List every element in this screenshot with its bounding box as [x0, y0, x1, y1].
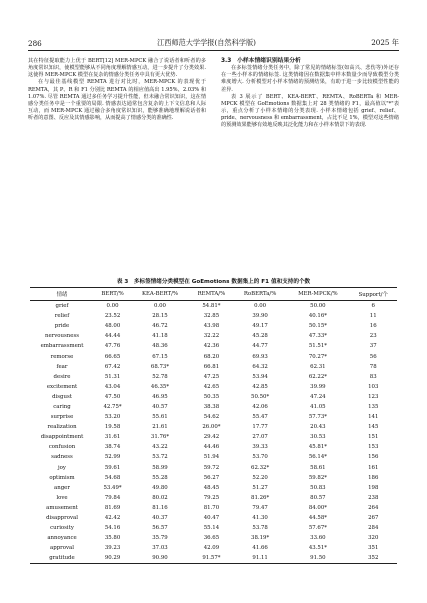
cell-support: 161 — [368, 464, 379, 471]
table-header-row — [30, 288, 397, 301]
cell-roberta: 62.32* — [251, 464, 270, 471]
cell-mer-mpck: 39.99 — [310, 383, 326, 390]
cell-remta: 40.47 — [203, 515, 220, 522]
cell-bert: 38.74 — [104, 444, 121, 451]
cell-kea-bert: 46.72 — [152, 323, 168, 330]
cell-mer-mpck: 47.33* — [308, 333, 327, 340]
cell-mer-mpck: 33.60 — [310, 535, 326, 542]
cell-bert: 19.58 — [104, 424, 121, 431]
cell-bert: 90.29 — [94, 553, 131, 564]
cell-roberta: 81.26* — [251, 494, 270, 501]
cell-bert: 23.52 — [104, 313, 121, 320]
results-table — [30, 287, 397, 564]
cell-remta: 42.09 — [203, 545, 220, 552]
cell-roberta: 91.11 — [234, 553, 286, 564]
cell-kea-bert: 37.03 — [152, 545, 168, 552]
cell-bert: 44.44 — [104, 333, 121, 340]
cell-mer-mpck: 62.31 — [310, 363, 326, 370]
cell-kea-bert: 90.90 — [131, 553, 189, 564]
left-paragraph-1: 其在特征提取能力上优于 BERT[12] MER-MPCK 融合了说话者和听者的多角度常识知识，使模型能够从不同角度理解情感互动，进一步提升了分类效果. 这使得 MER-MPCK 模型在复杂的情感分类任务中具有更大优势. — [28, 58, 206, 79]
table-row — [30, 392, 397, 402]
cell-bert: 79.84 — [104, 494, 121, 501]
cell-mer-mpck: 62.22* — [308, 373, 327, 380]
cell-kea-bert: 68.73* — [150, 363, 170, 370]
cell-roberta: 52.20 — [252, 474, 268, 481]
cell-emotion: nervousness — [45, 333, 79, 340]
cell-emotion: disgust — [52, 393, 72, 400]
cell-support: 16 — [369, 323, 377, 330]
cell-support: 198 — [368, 484, 379, 491]
header-remta: REMTA/% — [189, 288, 234, 301]
table-row — [30, 452, 397, 462]
header-bert: BERT/% — [94, 288, 131, 301]
table-row — [30, 372, 397, 382]
table-row — [30, 463, 397, 473]
table-body — [30, 301, 397, 564]
cell-mer-mpck: 40.16* — [308, 313, 327, 320]
cell-remta: 38.38 — [203, 403, 220, 410]
cell-mer-mpck: 51.51* — [308, 343, 327, 350]
cell-mer-mpck: 43.51* — [308, 545, 327, 552]
cell-kea-bert: 0.00 — [153, 303, 166, 310]
cell-emotion: disapproval — [46, 515, 78, 522]
cell-remta: 54.81* — [202, 303, 221, 310]
cell-emotion: excitement — [46, 383, 78, 390]
cell-mer-mpck: 30.53 — [310, 434, 326, 441]
cell-emotion: realization — [47, 424, 77, 431]
cell-support: 264 — [368, 504, 379, 511]
cell-remta: 66.81 — [203, 363, 220, 370]
cell-support: 352 — [349, 553, 397, 564]
cell-roberta: 39.33 — [252, 444, 268, 451]
cell-bert: 59.61 — [104, 464, 121, 471]
header-emotion: 情绪 — [30, 288, 94, 301]
table-row — [30, 553, 397, 564]
table-row — [30, 301, 397, 312]
cell-roberta: 64.32 — [252, 363, 268, 370]
cell-bert: 43.04 — [104, 383, 121, 390]
cell-bert: 54.16 — [104, 525, 121, 532]
section-title: 3.3 小样本情绪识别结果分析 — [221, 58, 301, 64]
table-row — [30, 432, 397, 442]
cell-support: 37 — [369, 343, 377, 350]
cell-bert: 42.75* — [103, 403, 122, 410]
cell-kea-bert: 58.99 — [152, 464, 168, 471]
header-roberta: RoBERTa/% — [234, 288, 286, 301]
cell-bert: 66.65 — [104, 353, 121, 360]
cell-emotion: amusement — [46, 504, 78, 511]
table-row — [30, 473, 397, 483]
cell-roberta: 44.77 — [252, 343, 268, 350]
cell-mer-mpck: 41.05 — [310, 403, 326, 410]
cell-emotion: disappointment — [40, 434, 84, 441]
cell-roberta: 42.85 — [252, 383, 268, 390]
cell-emotion: approval — [50, 545, 74, 552]
table-row — [30, 362, 397, 372]
cell-kea-bert: 31.76* — [150, 434, 170, 441]
left-column — [28, 58, 206, 122]
cell-remta: 47.25 — [203, 373, 220, 380]
cell-bert: 35.80 — [104, 535, 121, 542]
cell-remta: 91.57* — [189, 553, 234, 564]
cell-emotion: grief — [55, 303, 69, 310]
cell-remta: 50.35 — [203, 393, 220, 400]
cell-support: 78 — [369, 363, 377, 370]
cell-kea-bert: 55.28 — [152, 474, 168, 481]
header-rule — [28, 50, 399, 51]
cell-support: 83 — [369, 373, 377, 380]
cell-emotion: love — [56, 494, 68, 501]
left-paragraph-2: 在与最佳基线模型 REMTA 进行对比时，MER-MPCK 的表现优于 REMTA，其 P、R 和 F1 分别比 REMTA 的相应值高出 1.95%、2.03% 和 1.07%. 尽管 REMTA 通过多任务学习提升性能，但未融合常识知识，这在情感分类任务中是一个重要的局限. 情感表达通常包含复杂的上下文信息和人际互动，而 MER-MPCK 通过融合多角度常识知识，能够准确地理解说话者和听者的意图、反应及其情感影响，从而提高了情感分类的准确性. — [28, 79, 206, 122]
cell-mer-mpck: 70.27* — [308, 353, 327, 360]
cell-kea-bert: 49.80 — [152, 484, 168, 491]
running-header — [28, 36, 399, 48]
cell-emotion: anger — [54, 484, 70, 491]
cell-support: 351 — [368, 545, 379, 552]
cell-mer-mpck: 56.14* — [308, 454, 327, 461]
cell-roberta: 50.50* — [251, 393, 270, 400]
year: 2025 年 — [371, 38, 399, 47]
page-number: 286 — [28, 39, 42, 48]
header-kea-bert: KEA-BERT/% — [131, 288, 189, 301]
table-row — [30, 543, 397, 553]
cell-remta: 56.27 — [203, 474, 220, 481]
right-paragraph-2: 表 3 展示了 BERT、KEA-BERT、REMTA、RoBERTa 和 MER-MPCK 模型在 GoEmotions 数据集上对 28 类情绪的 F1，最高值以"*"表示，重点分析了小样本情绪的分类表现. 小样本情绪包括 grief、relief、pride、nervousness 和 embarrassment，占比不足 1%，模型对这些情绪的预测效果能够有效地反映其泛化能力和在小样本情景下的表现. — [221, 93, 399, 129]
cell-mer-mpck: 50.00 — [310, 303, 326, 310]
cell-bert: 31.61 — [104, 434, 121, 441]
cell-remta: 42.65 — [203, 383, 220, 390]
cell-mer-mpck: 58.61 — [310, 464, 326, 471]
cell-support: 186 — [368, 474, 379, 481]
cell-kea-bert: 41.18 — [152, 333, 168, 340]
cell-mer-mpck: 57.67* — [308, 525, 327, 532]
table-row — [30, 311, 397, 321]
cell-roberta: 38.19* — [251, 535, 270, 542]
cell-kea-bert: 28.15 — [152, 313, 168, 320]
cell-remta: 59.72 — [203, 464, 220, 471]
table-row — [30, 533, 397, 543]
cell-remta: 26.00* — [202, 424, 221, 431]
cell-emotion: relief — [54, 313, 70, 320]
cell-support: 141 — [368, 414, 379, 421]
cell-roberta: 53.94 — [252, 373, 268, 380]
cell-roberta: 49.17 — [252, 323, 268, 330]
cell-kea-bert: 56.57 — [152, 525, 168, 532]
cell-bert: 53.20 — [104, 414, 121, 421]
header-support: Support/个 — [349, 288, 397, 301]
cell-support: 267 — [368, 515, 379, 522]
cell-remta: 43.98 — [203, 323, 220, 330]
cell-emotion: gratitude — [30, 553, 94, 564]
cell-mer-mpck: 59.82* — [308, 474, 327, 481]
cell-kea-bert: 46.35* — [150, 383, 170, 390]
table-caption: 表 3 多标签情绪分类模型在 GoEmotions 数据集上的 F1 值和支持的个数 — [116, 279, 311, 285]
table-row — [30, 422, 397, 432]
cell-roberta: 42.06 — [252, 403, 268, 410]
cell-emotion: pride — [54, 323, 70, 330]
cell-emotion: desire — [53, 373, 71, 380]
table-row — [30, 483, 397, 493]
cell-remta: 29.42 — [203, 434, 220, 441]
table-row — [30, 341, 397, 351]
cell-support: 284 — [368, 525, 379, 532]
cell-bert: 47.50 — [104, 393, 121, 400]
cell-support: 23 — [369, 333, 377, 340]
table-row — [30, 331, 397, 341]
cell-emotion: joy — [58, 464, 66, 471]
cell-bert: 51.31 — [104, 373, 121, 380]
cell-remta: 54.62 — [203, 414, 220, 421]
cell-roberta: 51.27 — [252, 484, 268, 491]
cell-mer-mpck: 57.73* — [308, 414, 327, 421]
cell-emotion: remorse — [50, 353, 74, 360]
cell-support: 320 — [368, 535, 379, 542]
cell-roberta: 53.78 — [252, 525, 268, 532]
cell-roberta: 17.77 — [252, 424, 268, 431]
cell-kea-bert: 53.72 — [152, 454, 168, 461]
cell-roberta: 69.93 — [252, 353, 268, 360]
cell-remta: 44.46 — [203, 444, 220, 451]
cell-emotion: curiosity — [50, 525, 74, 532]
right-paragraph-1: 在多标签情绪分类任务中，除了常见的情绪标签(如高兴、悲伤等)外还存在一些小样本的情绪标签. 这类情绪因在数据集中样本数量少而导致模型分类难度增大. 分析模型对小样本情绪的预测结果，有助于进一步比较模型性能的差异. — [221, 65, 399, 93]
cell-mer-mpck: 50.83 — [310, 484, 326, 491]
cell-support: 123 — [368, 393, 379, 400]
table-row — [30, 351, 397, 361]
table-row — [30, 382, 397, 392]
cell-support: 156 — [368, 454, 379, 461]
cell-remta: 81.70 — [203, 504, 220, 511]
table-row — [30, 442, 397, 452]
cell-roberta: 45.28 — [252, 333, 268, 340]
cell-roberta: 41.66 — [252, 545, 268, 552]
cell-kea-bert: 46.95 — [152, 393, 168, 400]
cell-roberta: 53.70 — [252, 454, 268, 461]
cell-mer-mpck: 45.81* — [308, 444, 327, 451]
cell-mer-mpck: 84.00* — [308, 504, 327, 511]
cell-support: 153 — [368, 444, 379, 451]
cell-remta: 55.14 — [203, 525, 220, 532]
cell-support: 11 — [369, 313, 377, 320]
cell-bert: 52.99 — [104, 454, 121, 461]
cell-kea-bert: 43.22 — [152, 444, 168, 451]
cell-roberta: 0.00 — [254, 303, 267, 310]
cell-bert: 0.00 — [106, 303, 119, 310]
cell-mer-mpck: 50.15* — [308, 323, 327, 330]
cell-remta: 48.45 — [203, 484, 220, 491]
cell-emotion: annoyance — [47, 535, 77, 542]
cell-kea-bert: 55.61 — [152, 414, 168, 421]
cell-mer-mpck: 44.58* — [308, 515, 327, 522]
right-column — [221, 58, 399, 130]
cell-bert: 47.76 — [104, 343, 121, 350]
cell-remta: 51.94 — [203, 454, 220, 461]
table-row — [30, 523, 397, 533]
cell-remta: 79.25 — [203, 494, 220, 501]
cell-kea-bert: 67.15 — [152, 353, 168, 360]
cell-bert: 42.42 — [104, 515, 121, 522]
table-row — [30, 513, 397, 523]
cell-support: 151 — [368, 434, 379, 441]
cell-bert: 48.00 — [104, 323, 121, 330]
cell-kea-bert: 81.16 — [152, 504, 168, 511]
cell-remta: 68.20 — [203, 353, 220, 360]
cell-emotion: confusion — [48, 444, 76, 451]
cell-kea-bert: 21.61 — [152, 424, 168, 431]
cell-remta: 36.65 — [203, 535, 220, 542]
cell-mer-mpck: 80.57 — [310, 494, 326, 501]
table-row — [30, 412, 397, 422]
cell-bert: 39.23 — [104, 545, 121, 552]
cell-emotion: caring — [53, 403, 71, 410]
cell-emotion: optimism — [49, 474, 75, 481]
cell-remta: 32.85 — [203, 313, 220, 320]
cell-kea-bert: 80.02 — [152, 494, 168, 501]
cell-mer-mpck: 20.43 — [310, 424, 326, 431]
cell-roberta: 27.07 — [252, 434, 268, 441]
cell-support: 56 — [369, 353, 377, 360]
cell-support: 6 — [371, 303, 375, 310]
cell-bert: 53.49* — [103, 484, 122, 491]
cell-emotion: sadness — [51, 454, 73, 461]
cell-roberta: 55.47 — [252, 414, 268, 421]
table-row — [30, 503, 397, 513]
cell-support: 238 — [368, 494, 379, 501]
cell-kea-bert: 35.79 — [152, 535, 168, 542]
cell-roberta: 39.90 — [252, 313, 268, 320]
cell-roberta: 79.47 — [252, 504, 268, 511]
cell-emotion: fear — [56, 363, 68, 370]
table-row — [30, 321, 397, 331]
cell-mer-mpck: 47.24 — [310, 393, 326, 400]
cell-kea-bert: 40.37 — [152, 515, 168, 522]
cell-remta: 32.22 — [203, 333, 220, 340]
cell-emotion: surprise — [50, 414, 74, 421]
cell-emotion: embarrassment — [40, 343, 84, 350]
cell-mer-mpck: 91.50 — [286, 553, 349, 564]
cell-support: 103 — [368, 383, 379, 390]
cell-kea-bert: 48.36 — [152, 343, 168, 350]
cell-support: 135 — [368, 403, 379, 410]
cell-roberta: 41.30 — [252, 515, 268, 522]
cell-bert: 81.69 — [104, 504, 121, 511]
journal-title: 江西师范大学学报(自然科学版) — [156, 38, 256, 47]
cell-remta: 42.36 — [203, 343, 220, 350]
header-mer-mpck: MER-MPCK/% — [286, 288, 349, 301]
cell-bert: 54.68 — [104, 474, 121, 481]
cell-kea-bert: 40.57 — [152, 403, 168, 410]
cell-kea-bert: 52.78 — [152, 373, 168, 380]
table-row — [30, 493, 397, 503]
table-row — [30, 402, 397, 412]
cell-support: 145 — [368, 424, 379, 431]
cell-bert: 67.42 — [104, 363, 121, 370]
